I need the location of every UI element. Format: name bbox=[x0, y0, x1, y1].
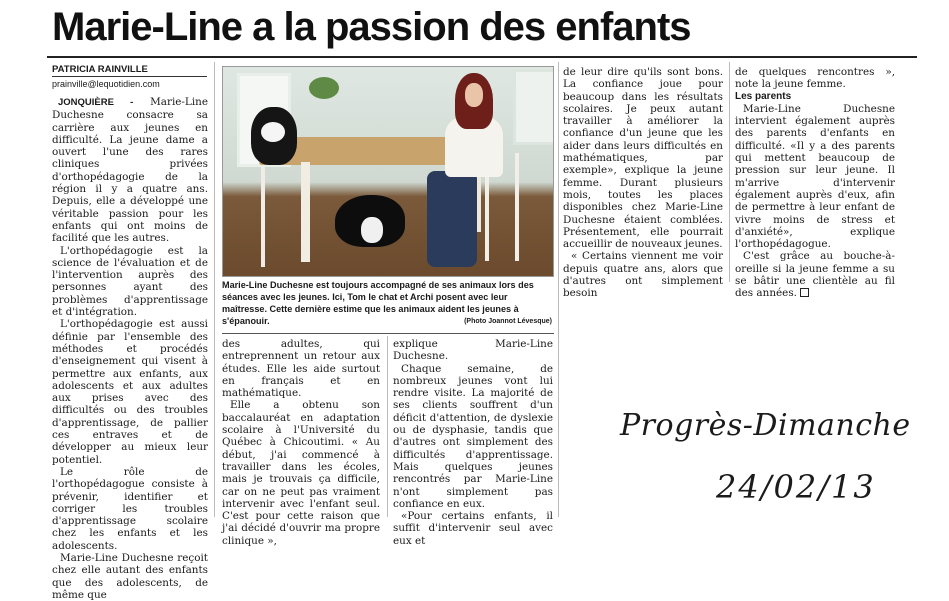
end-of-article-icon bbox=[800, 288, 809, 297]
photo-credit: (Photo Joannot Lévesque) bbox=[464, 318, 552, 325]
article-column-4 bbox=[563, 66, 723, 300]
paragraph: L'orthopédagogie est la science de l'évaluation et de l'intervention auprès des personnes ayant des problèmes d'apprentissage et d'intégration. bbox=[52, 244, 208, 319]
column-divider bbox=[214, 62, 215, 517]
section-subhead: Les parents bbox=[735, 90, 792, 102]
paragraph: explique Marie-Line Duchesne. bbox=[393, 338, 553, 363]
paragraph: Marie-Line Duchesne reçoit chez elle autant des enfants que des adolescents, de même que bbox=[52, 551, 208, 601]
article-column-2 bbox=[222, 338, 380, 547]
column-divider bbox=[729, 62, 730, 282]
photo-woman-legs bbox=[427, 171, 477, 267]
article-column-5 bbox=[735, 66, 895, 300]
byline-divider bbox=[52, 76, 207, 77]
photo-woman-face bbox=[465, 83, 483, 107]
paragraph: Elle a obtenu son baccalauréat en adaptation scolaire à l'Université du Québec à Chicoutimi. « Au début, j'ai commencé à travailler dans les écoles, mais je trouvais ça difficile, car on ne peut pas vraiment intervenir avec l'enfant seul. C'est pour cette raison que j'ai décidé d'ouvrir ma propre clinique », bbox=[222, 399, 380, 547]
dateline: JONQUIÈRE - bbox=[58, 97, 134, 108]
author-email: prainville@lequotidien.com bbox=[52, 79, 160, 89]
column-divider bbox=[558, 62, 559, 517]
caption-rule bbox=[222, 333, 554, 334]
paragraph: de leur dire qu'ils sont bons. La confiance joue pour beaucoup dans les résultats scolaires. Je peux autant travailler à améliorer la confiance d'un jeune que les aider dans leurs difficultés en mathématiques, par exemple», explique la jeune femme. Durant plusieurs mois, toutes les places disponibles chez Marie-Line Duchesne étaient comblées. Présentement, elle pourrait accueillir de nouveaux jeunes. bbox=[563, 66, 723, 251]
paragraph: Chaque semaine, de nombreux jeunes vont lui rendre visite. La majorité de ses clients souffrent d'un déficit d'attention, de dyslexie ou de dysphasie, tandis que d'autres ont simplement des difficultés d'apprentissage. Mais quelques jeunes rencontrés par Marie-Line n'ont simplement pas confiance en eux. bbox=[393, 362, 553, 510]
closing-paragraph: C'est grâce au bouche-à-oreille si la jeune femme a su se bâtir une clientèle au fil des années. bbox=[735, 250, 895, 300]
author-name: PATRICIA RAINVILLE bbox=[52, 64, 148, 75]
photo-window bbox=[513, 69, 554, 145]
paragraph: des adultes, qui entreprennent un retour aux études. Elle les aide surtout en français et en mathématique. bbox=[222, 338, 380, 400]
article-headline: Marie-Line a la passion des enfants bbox=[52, 5, 691, 49]
handwritten-source: Progrès-Dimanche bbox=[620, 408, 911, 443]
article-column-1 bbox=[52, 96, 208, 601]
paragraph: Marie-Line Duchesne intervient également auprès des parents d'enfants en difficulté. «Il y a des parents qui mettent beaucoup de pression sur leur jeune. Il m'arrive d'intervenir également auprès d'eux, afin de permettre à leur enfant de vivre moins de stress et d'anxiété», explique l'orthopédagogue. bbox=[735, 102, 895, 251]
lead-paragraph: JONQUIÈRE - Marie-Line Duchesne consacre sa carrière aux jeunes en difficulté. La jeune dame a ouvert l'une des rares cliniques privées d'orthopédagogie de la région il y a quatre ans. Depuis, elle a développé une véritable passion pour les enfants qui ont moins de facilité que les autres. bbox=[52, 96, 208, 245]
photo-cat-face bbox=[261, 122, 285, 142]
paragraph: Le rôle de l'orthopédagogue consiste à prévenir, identifier et corriger les troubles d'apprentissage scolaire chez les enfants et les adolescents. bbox=[52, 465, 208, 552]
headline-rule bbox=[47, 56, 917, 58]
photo-chair bbox=[222, 167, 265, 267]
photo-plant bbox=[309, 77, 339, 99]
paragraph: L'orthopédagogie est aussi définie par l'ensemble des méthodes et procédés d'enseignement qui visent à permettre aux enfants, aux adolescents et aux adultes aux prises avec des difficultés ou des troubles d'apprentissage, de pallier ces entraves et de développer au mieux leur potentiel. bbox=[52, 318, 208, 466]
photo-caption: Marie-Line Duchesne est toujours accompagné de ses animaux lors des séances avec les jeunes. Ici, Tom le chat et Archi posent avec leur maîtresse. Cette dernière estime que les animaux aident les jeunes à s'épanouir. bbox=[222, 280, 534, 326]
article-photo bbox=[222, 66, 554, 277]
handwritten-date: 24/02/13 bbox=[716, 468, 876, 506]
photo-dog-muzzle bbox=[361, 217, 383, 243]
photo-table-leg bbox=[301, 162, 310, 262]
article-column-3 bbox=[393, 338, 553, 547]
paragraph: « Certains viennent me voir depuis quatre ans, alors que d'autres ont simplement besoin bbox=[563, 250, 723, 300]
paragraph: «Pour certains enfants, il suffit d'intervenir seul avec eux et bbox=[393, 510, 553, 547]
column-divider bbox=[387, 336, 388, 517]
paragraph: de quelques rencontres », note la jeune femme. bbox=[735, 66, 895, 91]
